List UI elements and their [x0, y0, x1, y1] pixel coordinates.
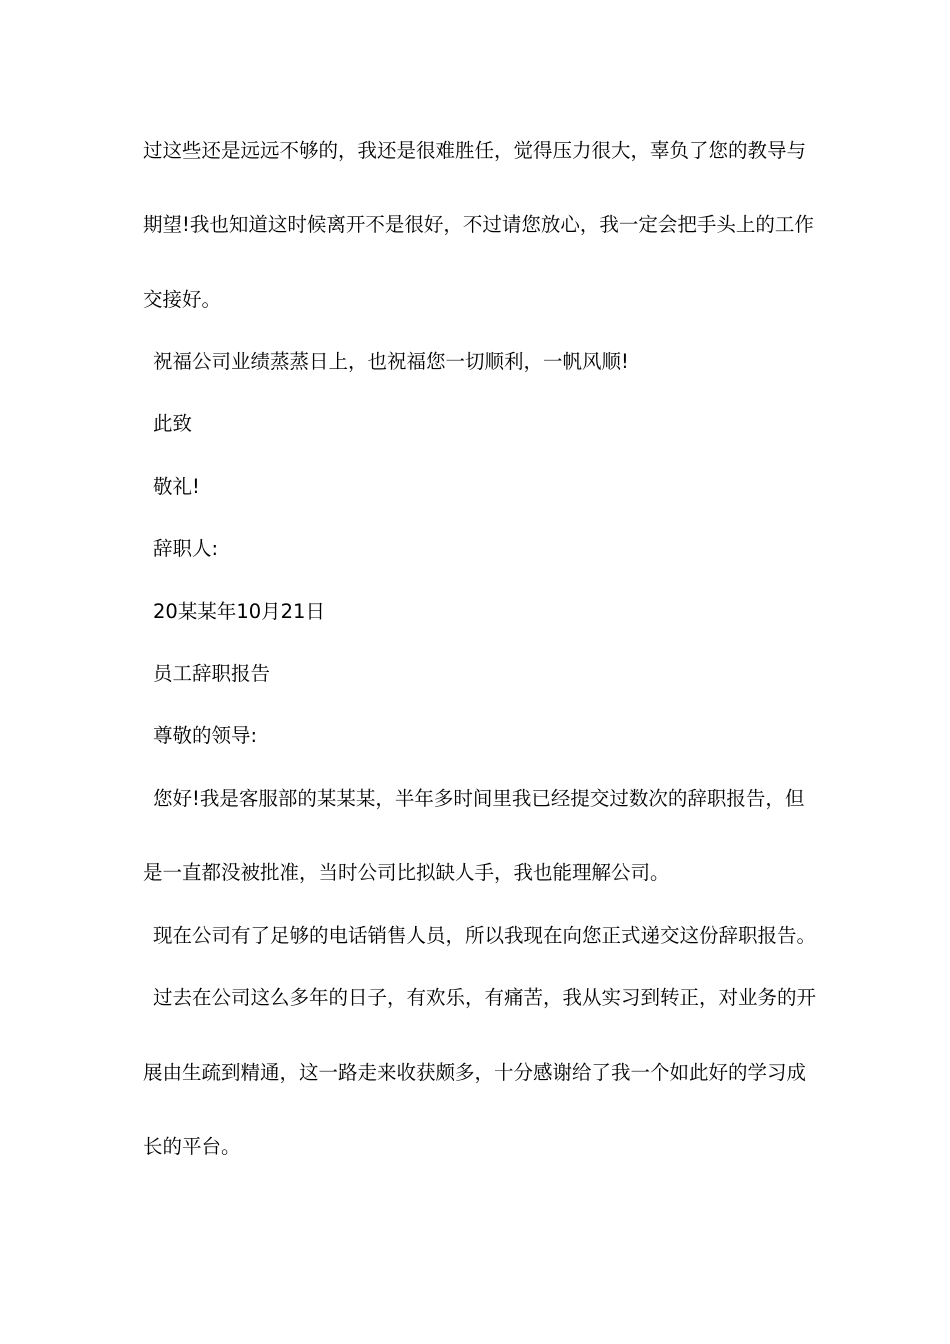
- closing-wish: 祝福公司业绩蒸蒸日上，也祝福您一切顺利，一帆风顺!: [153, 350, 629, 373]
- paragraph-line: 期望!我也知道这时候离开不是很好，不过请您放心，我一定会把手头上的工作: [143, 213, 814, 236]
- signature-label: 辞职人:: [153, 537, 219, 560]
- document-title: 员工辞职报告: [153, 662, 271, 685]
- paragraph-line: 交接好。: [143, 288, 222, 311]
- greeting: 尊敬的领导:: [153, 724, 258, 747]
- salutation-closing: 此致: [153, 412, 193, 435]
- paragraph-line: 长的平台。: [143, 1135, 241, 1158]
- paragraph-line: 您好!我是客服部的某某某，半年多时间里我已经提交过数次的辞职报告，但: [153, 787, 805, 810]
- paragraph-line: 展由生疏到精通，这一路走来收获颇多，十分感谢给了我一个如此好的学习成: [143, 1061, 807, 1084]
- salutation-regards: 敬礼!: [153, 475, 200, 498]
- paragraph-line: 过去在公司这么多年的日子，有欢乐，有痛苦，我从实习到转正，对业务的开: [153, 986, 817, 1009]
- date-line: 20某某年10月21日: [153, 600, 325, 623]
- paragraph-line: 过这些还是远远不够的，我还是很难胜任，觉得压力很大，辜负了您的教导与: [143, 139, 807, 162]
- paragraph-line: 是一直都没被批准，当时公司比拟缺人手，我也能理解公司。: [143, 861, 670, 884]
- paragraph-line: 现在公司有了足够的电话销售人员，所以我现在向您正式递交这份辞职报告。: [153, 924, 817, 947]
